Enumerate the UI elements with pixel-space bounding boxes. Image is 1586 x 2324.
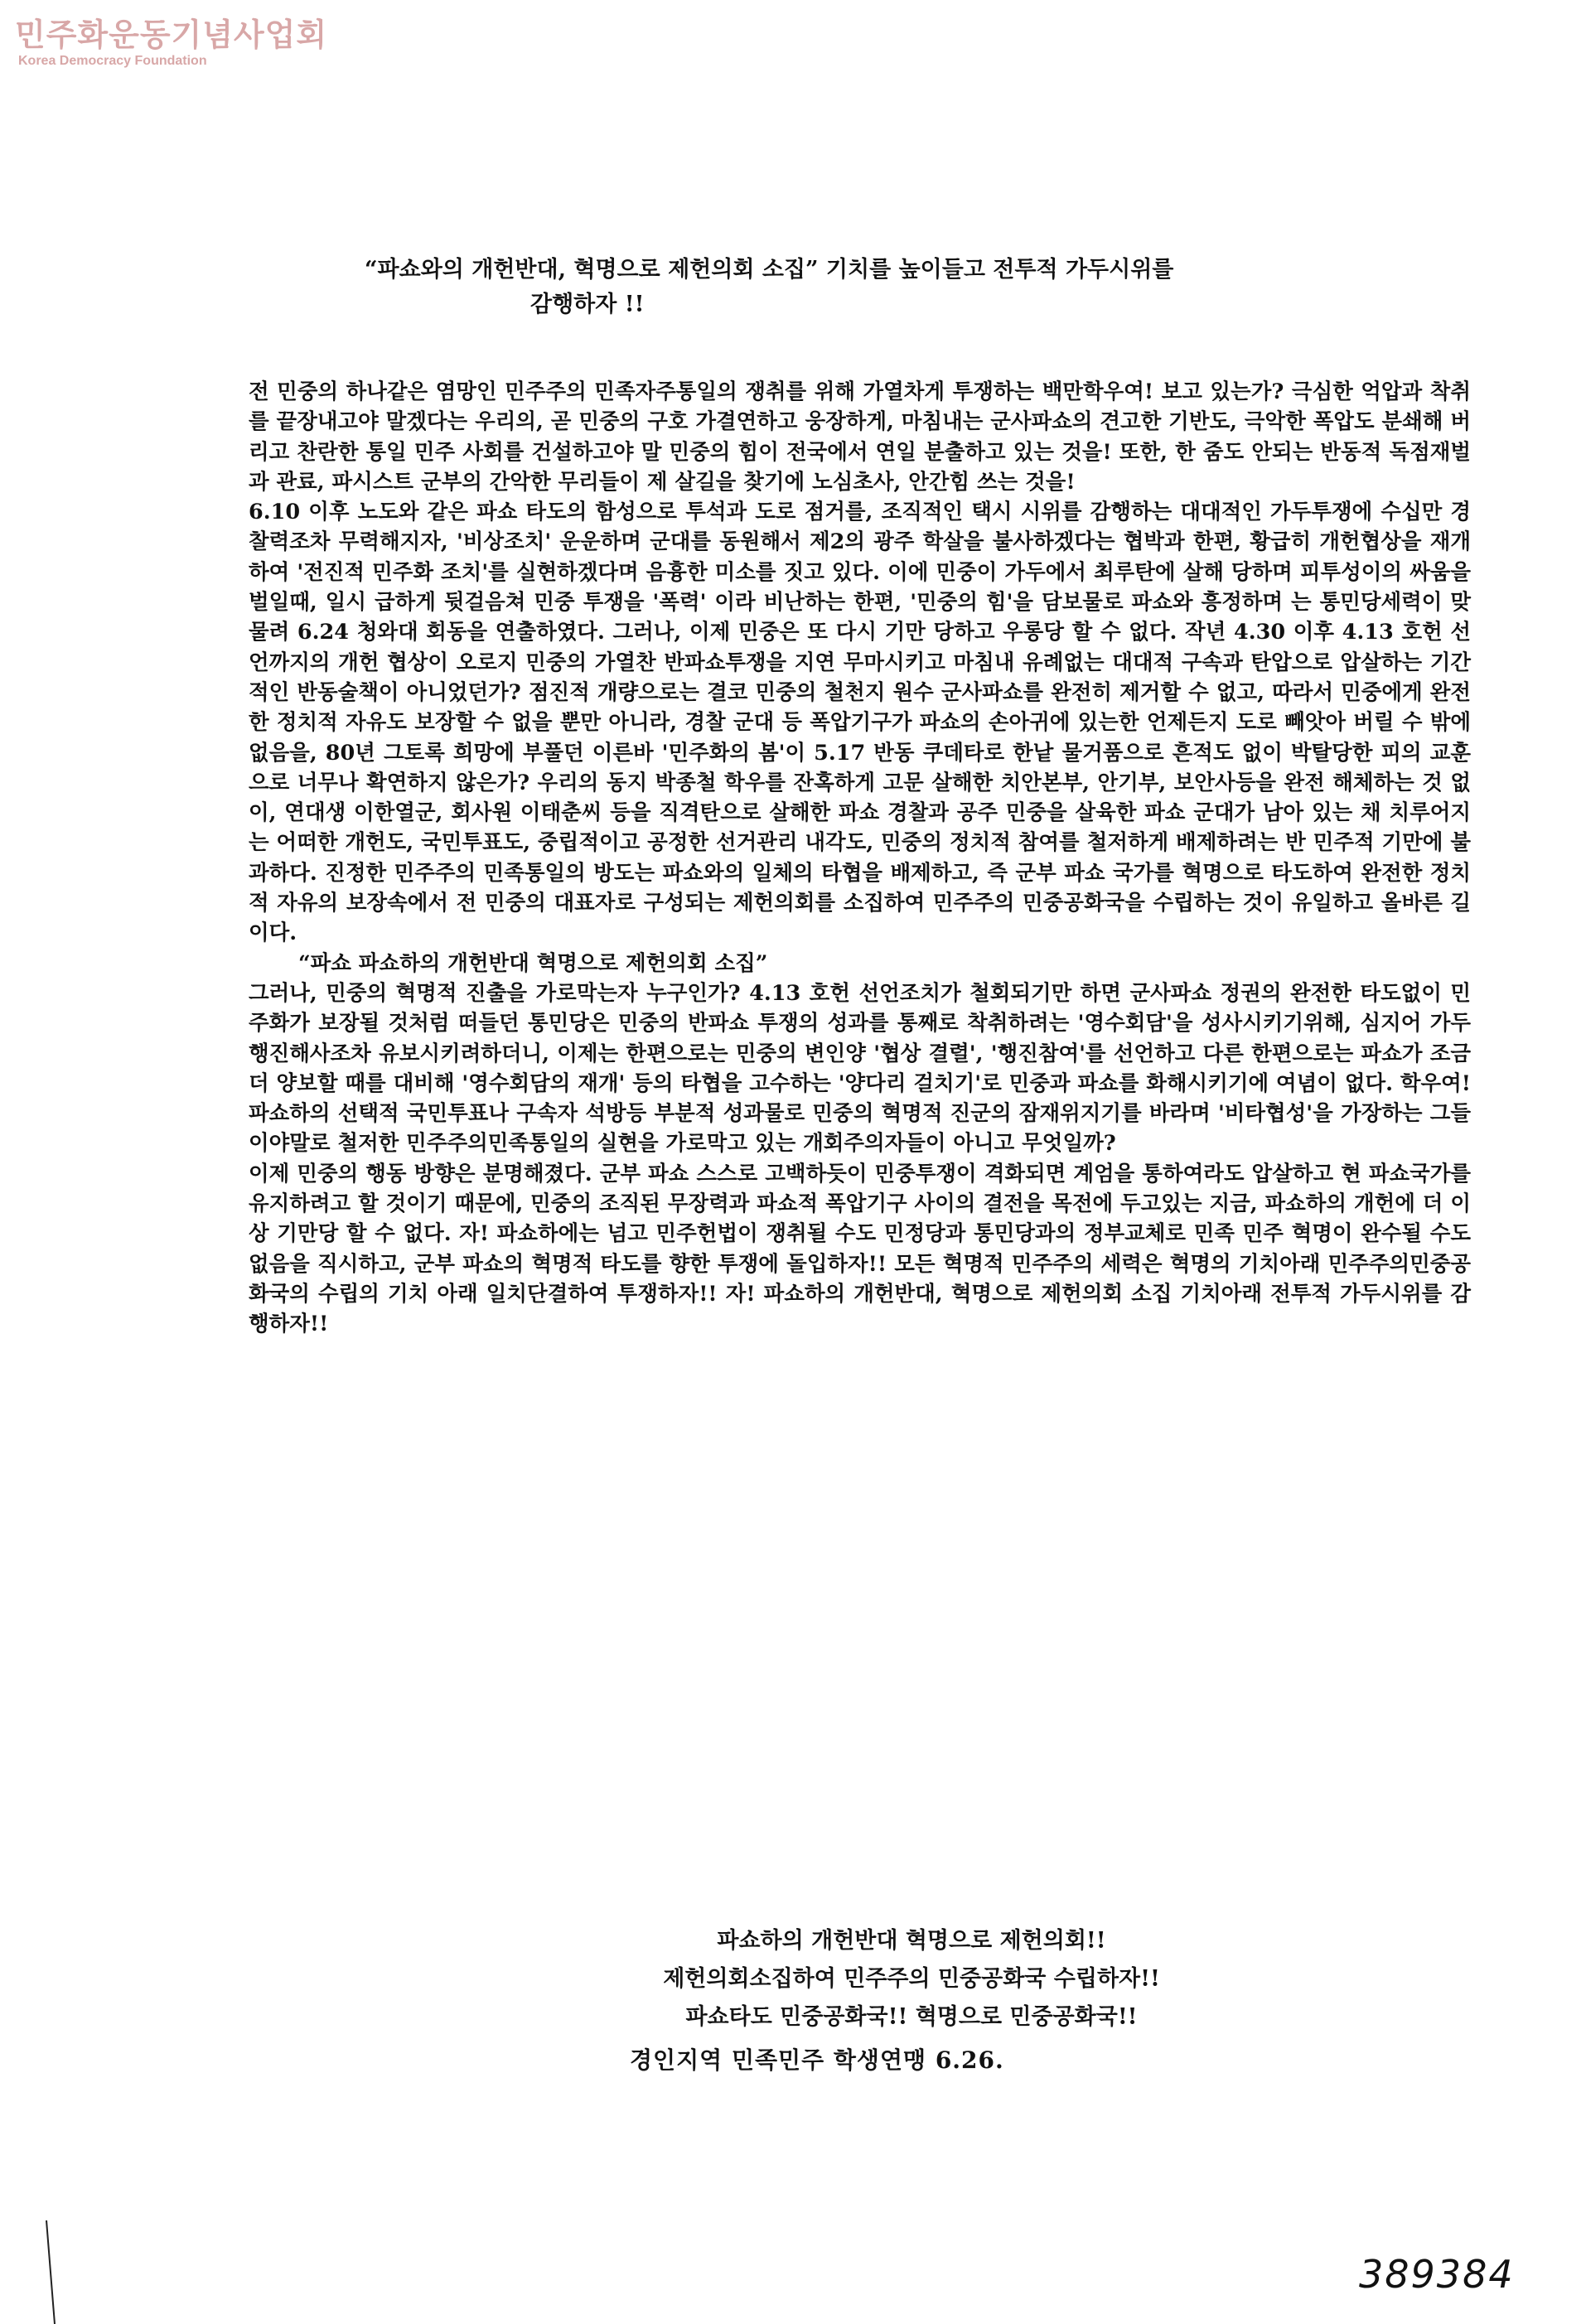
document-signature: 경인지역 민족민주 학생연맹 6.26. [630, 2046, 1004, 2074]
body-paragraph: 그러나, 민중의 혁명적 진출을 가로막는자 누구인가? 4.13 호헌 선언조치가 철회되기만 하면 군사파쇼 정권의 완전한 타도없이 민주화가 보장될 것처럼 떠들던 통민당은 민중의 반파쇼 투쟁의 성과를 통째로 착취하려는 '영수회담'을 성사시키기위해, 심지어 가두 행진해사조차 유보시키려하더니, 이제는 한편으로는 민중의 변인양 '협상 결렬', '행진참여'를 선언하고 다른 한편으로는 파쇼가 조금더 양보할 때를 대비해 '영수회담의 재개' 등의 타협을 고수하는 '양다리 걸치기'로 민중과 파쇼를 화해시키기에 여념이 없다. 학우여! 파쇼하의 선택적 국민투표나 구속자 석방등 부분적 성과물로 민중의 혁명적 진군의 잠재위지기를 바라며 '비타협성'을 가장하는 그들이야말로 철저한 민주주의민족통일의 실현을 가로막고 있는 개회주의자들이 아니고 무엇일까? [249, 980, 1471, 1157]
slogan-block [580, 1922, 1243, 2037]
slogan-line: 제헌의회소집하여 민주주의 민중공화국 수립하자!! [663, 1966, 1160, 1992]
document-body [249, 377, 1471, 1340]
body-paragraph: 전 민중의 하나같은 염망인 민주주의 민족자주통일의 쟁취를 위해 가열차게 투쟁하는 백만학우여! 보고 있는가? 극심한 억압과 착취를 끝장내고야 말겠다는 우리의, 곧 민중의 구호 가결연하고 웅장하게, 마침내는 군사파쇼의 견고한 기반도, 극악한 폭압도 분쇄해 버리고 찬란한 통일 민주 사회를 건설하고야 말 민중의 힘이 전국에서 연일 분출하고 있는 것을! 또한, 한 줌도 안되는 반동적 독점재벌과 관료, 파시스트 군부의 간악한 무리들이 제 살길을 찾기에 노심초사, 안간힘 쓰는 것을! [249, 379, 1471, 495]
slogan-line: 파쇼타도 민중공화국!! 혁명으로 민중공화국!! [685, 2004, 1138, 2030]
slogan-line: 파쇼하의 개헌반대 혁명으로 제헌의회!! [717, 1928, 1106, 1954]
archive-number: 389384 [1359, 2252, 1515, 2297]
watermark-korean: 민주화운동기념사업회 [15, 17, 328, 53]
body-subheading: “파쇼 파쇼하의 개헌반대 혁명으로 제헌의회 소집” [298, 950, 768, 976]
watermark-english: Korea Democracy Foundation [18, 54, 207, 68]
left-edge-line [46, 2220, 55, 2324]
title-line-1: “파쇼와의 개헌반대, 혁명으로 제헌의회 소집” 기치를 높이들고 전투적 가두시위를 [365, 257, 1174, 283]
body-paragraph: 이제 민중의 행동 방향은 분명해졌다. 군부 파쇼 스스로 고백하듯이 민중투쟁이 격화되면 계엄을 통하여라도 압살하고 현 파쇼국가를 유지하려고 할 것이기 때문에, 민중의 조직된 무장력과 파쇼적 폭압기구 사이의 결전을 목전에 두고있는 지금, 파쇼하의 개헌에 더 이상 기만당 할 수 없다. 자! 파쇼하에는 넘고 민주헌법이 쟁취될 수도 민정당과 통민당과의 정부교체로 민족 민주 혁명이 완수될 수도 없음을 직시하고, 군부 파쇼의 혁명적 타도를 향한 투쟁에 돌입하자!! 모든 혁명적 민주주의 세력은 혁명의 기치아래 민주주의민중공화국의 수립의 기치 아래 일치단결하여 투쟁하자!! 자! 파쇼하의 개헌반대, 혁명으로 제헌의회 소집 기치아래 전투적 가두시위를 감행하자!! [249, 1161, 1471, 1337]
document-title [365, 253, 1376, 322]
body-paragraph: 6.10 이후 노도와 같은 파쇼 타도의 함성으로 투석과 도로 점거를, 조직적인 택시 시위를 감행하는 대대적인 가두투쟁에 수십만 경찰력조차 무력해지자, '비상조치' 운운하며 군대를 동원해서 제2의 광주 학살을 불사하겠다는 협박과 한편, 황급히 개헌협상을 재개하여 '전진적 민주화 조치'를 실현하겠다며 음흉한 미소를 짓고 있다. 이에 민중이 가두에서 최루탄에 살해 당하며 피투성이의 싸움을 벌일때, 일시 급하게 뒷걸음쳐 민중 투쟁을 '폭력' 이라 비난하는 한편, '민중의 힘'을 담보물로 파쇼와 흥정하며 는 통민당세력이 맞물려 6.24 청와대 회동을 연출하였다. 그러나, 이제 민중은 또 다시 기만 당하고 우롱당 할 수 없다. 작년 4.30 이후 4.13 호헌 선언까지의 개헌 협상이 오로지 민중의 가열찬 반파쇼투쟁을 지연 무마시키고 마침내 유례없는 대대적 구속과 탄압으로 압살하는 기간적인 반동술책이 아니었던가? 점진적 개량으로는 결코 민중의 철천지 원수 군사파쇼를 완전히 제거할 수 없고, 따라서 민중에게 완전한 정치적 자유도 보장할 수 없을 뿐만 아니라, 경찰 군대 등 폭압기구가 파쇼의 손아귀에 있는한 언제든지 도로 빼앗아 버릴 수 밖에 없음을, 80년 그토록 희망에 부풀던 이른바 '민주화의 봄'이 5.17 반동 쿠데타로 한낱 물거품으로 흔적도 없이 박탈당한 피의 교훈으로 너무나 확연하지 않은가? 우리의 동지 박종철 학우를 잔혹하게 고문 살해한 치안본부, 안기부, 보안사등을 완전 해체하는 것 없이, 연대생 이한열군, 회사원 이태춘씨 등을 직격탄으로 살해한 파쇼 경찰과 공주 민중을 살육한 파쇼 군대가 남아 있는 채 치루어지는 어떠한 개헌도, 국민투표도, 중립적이고 공정한 선거관리 내각도, 민중의 정치적 참여를 철저하게 배제하려는 반 민주적 기만에 불과하다. 진정한 민주주의 민족통일의 방도는 파쇼와의 일체의 타협을 배제하고, 즉 군부 파쇼 국가를 혁명으로 타도하여 완전한 정치적 자유의 보장속에서 전 민중의 대표자로 구성되는 제헌의회를 소집하여 민주주의 민중공화국을 수립하는 것이 유일하고 올바른 길이다. [249, 500, 1471, 946]
title-line-2: 감행하자 !! [530, 292, 645, 317]
